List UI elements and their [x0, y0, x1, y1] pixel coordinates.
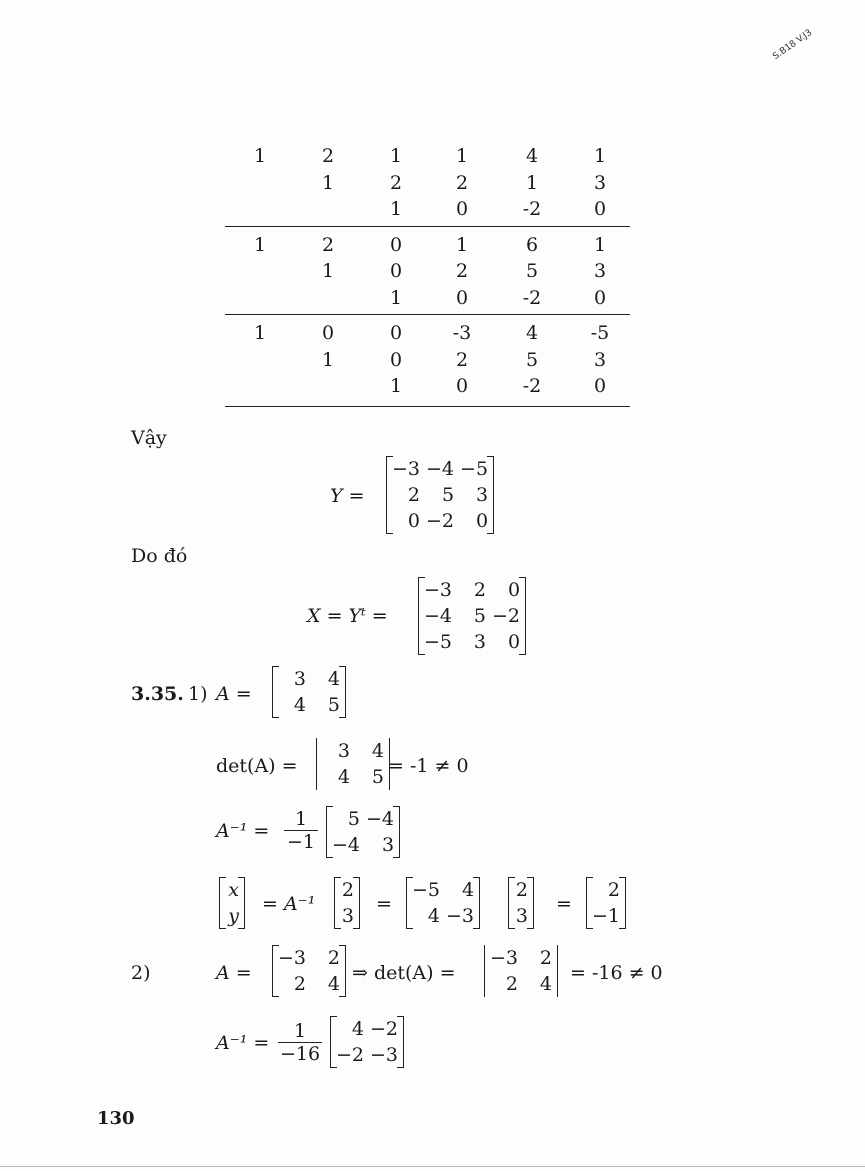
- table-cell: 0: [455, 198, 469, 220]
- table-row: [225, 285, 630, 311]
- det-a1-result: = -1 ≠ 0: [388, 755, 469, 777]
- table-cell: -3: [452, 322, 472, 344]
- matrix-entry: −2: [426, 510, 455, 532]
- matrix-entry: 3: [475, 484, 489, 506]
- table-cell: 3: [593, 348, 607, 371]
- table-separator: [225, 314, 630, 315]
- bracket-left: [406, 877, 413, 929]
- matrix-entry: 5: [371, 766, 384, 788]
- table-cell: 1: [389, 375, 403, 397]
- table-cell: 5: [525, 260, 539, 282]
- table-cell: 3: [593, 260, 607, 282]
- label-do-do: Do đó: [131, 545, 188, 567]
- table-cell: 0: [593, 286, 607, 309]
- matrix-entry: −4: [424, 605, 453, 627]
- matrix-entry: 2: [505, 973, 519, 995]
- bracket-right: [353, 877, 360, 929]
- matrix-entry: 3: [473, 631, 487, 653]
- matrix-a2: [272, 945, 346, 997]
- matrix-entry: 4: [337, 766, 350, 788]
- table-cell: -2: [522, 375, 542, 397]
- table-cell: 2: [321, 233, 335, 256]
- matrix-entry: 4: [327, 973, 341, 995]
- table-cell: 1: [389, 198, 403, 220]
- table-cell: 1: [593, 145, 607, 167]
- matrix-entry: −2: [370, 1018, 399, 1040]
- bracket-right: [397, 1016, 404, 1068]
- fraction-inverse-2: [278, 1020, 322, 1065]
- part-2-label: 2): [131, 962, 151, 984]
- matrix-entry: y: [228, 905, 239, 927]
- table-cell: 1: [253, 145, 267, 167]
- table-cell: 2: [455, 348, 469, 371]
- table-cell: 5: [525, 348, 539, 371]
- bracket-right: [339, 945, 346, 997]
- matrix-entry: 0: [507, 631, 521, 653]
- fraction-numerator: 1: [294, 808, 308, 830]
- bracket-left: [272, 945, 279, 997]
- table-cell: 1: [455, 233, 469, 256]
- eq-ainv: = A⁻¹: [262, 893, 316, 915]
- matrix-a1: [272, 666, 346, 718]
- matrix-entry: 2: [539, 947, 553, 969]
- table-separator: [225, 406, 630, 407]
- table-cell: 0: [389, 322, 403, 344]
- bracket-left: [334, 877, 341, 929]
- fraction-numerator: 1: [293, 1020, 307, 1042]
- table-row: [225, 170, 630, 196]
- matrix-entry: 3: [337, 740, 350, 762]
- bracket-left: [330, 1016, 337, 1068]
- matrix-entry: −3: [446, 905, 475, 927]
- matrix-entry: 3: [293, 668, 306, 690]
- matrix-entry: 4: [461, 879, 475, 901]
- matrix-x: [418, 577, 526, 655]
- x-label: X = Yᵗ =: [307, 605, 388, 627]
- matrix-entry: −5: [412, 879, 441, 901]
- table-cell: 1: [593, 233, 607, 256]
- matrix-entry: −3: [392, 458, 421, 480]
- a2-inverse-label: A⁻¹ =: [216, 1032, 270, 1054]
- table-cell: 1: [455, 145, 469, 167]
- table-cell: 0: [455, 286, 469, 309]
- matrix-adjugate-1: [326, 806, 400, 858]
- matrix-entry: x: [228, 879, 239, 901]
- bracket-right: [473, 877, 480, 929]
- table-row: [225, 143, 630, 169]
- table-cell: 0: [389, 348, 403, 371]
- table-cell: 1: [321, 260, 335, 282]
- matrix-entry: −3: [278, 947, 307, 969]
- bracket-right: [339, 666, 346, 718]
- matrix-entry: 4: [327, 668, 340, 690]
- vector-b: [334, 877, 360, 929]
- matrix-entry: −1: [592, 905, 621, 927]
- matrix-entry: 0: [507, 579, 521, 601]
- vector-b-repeat: [508, 877, 534, 929]
- table-row: [225, 320, 630, 346]
- bracket-left: [586, 877, 593, 929]
- table-cell: 3: [593, 171, 607, 194]
- table-cell: 1: [321, 171, 335, 194]
- matrix-entry: 4: [371, 740, 384, 762]
- det-a1-label: det(A) =: [216, 755, 298, 777]
- bracket-left: [418, 577, 425, 655]
- bracket-right: [238, 877, 245, 929]
- matrix-entry: 5: [441, 484, 455, 506]
- matrix-entry: 5: [347, 808, 361, 830]
- table-cell: 0: [593, 198, 607, 220]
- matrix-entry: 4: [351, 1018, 365, 1040]
- matrix-entry: 5: [327, 694, 340, 716]
- matrix-entry: 2: [473, 579, 487, 601]
- table-cell: 1: [525, 171, 539, 194]
- matrix-y: [386, 456, 494, 534]
- matrix-entry: −5: [424, 631, 453, 653]
- table-row: [225, 232, 630, 258]
- table-row: [225, 347, 630, 373]
- fraction-denominator: −1: [284, 830, 318, 853]
- matrix-entry: 4: [293, 694, 306, 716]
- bracket-left: [386, 456, 393, 534]
- matrix-entry: 2: [293, 973, 307, 995]
- matrix-entry: 2: [407, 484, 421, 506]
- matrix-entry: 3: [515, 905, 528, 927]
- label-vay: Vậy: [131, 427, 167, 449]
- table-cell: 0: [593, 375, 607, 397]
- matrix-entry: 0: [407, 510, 421, 532]
- table-cell: -2: [522, 286, 542, 309]
- bracket-right: [487, 456, 494, 534]
- determinant-a1: [316, 738, 390, 790]
- matrix-entry: 4: [427, 905, 441, 927]
- a1-inverse-label: A⁻¹ =: [216, 820, 270, 842]
- problem-number: 3.35.: [131, 683, 184, 705]
- table-row: [225, 373, 630, 399]
- table-cell: 2: [455, 260, 469, 282]
- library-stamp: S.B18 V.J3: [771, 27, 815, 63]
- matrix-entry: −2: [492, 605, 521, 627]
- table-cell: 2: [455, 171, 469, 194]
- equals-sign-2: =: [556, 893, 572, 915]
- bracket-right: [393, 806, 400, 858]
- matrix-entry: 4: [539, 973, 553, 995]
- table-row: [225, 196, 630, 222]
- matrix-entry: 5: [473, 605, 487, 627]
- table-cell: 1: [253, 233, 267, 256]
- table-cell: 4: [525, 322, 539, 344]
- equals-sign-1: =: [376, 893, 392, 915]
- table-cell: 0: [455, 375, 469, 397]
- page-number: 130: [97, 1108, 135, 1129]
- matrix-entry: −4: [426, 458, 455, 480]
- a1-label: A =: [216, 683, 252, 705]
- part-1-label: 1): [188, 683, 208, 705]
- bracket-right: [619, 877, 626, 929]
- matrix-entry: 3: [381, 834, 395, 856]
- vector-result: [586, 877, 626, 929]
- implies-det-label: ⇒ det(A) =: [352, 962, 456, 984]
- matrix-adjugate-2: [330, 1016, 404, 1068]
- table-cell: 0: [389, 260, 403, 282]
- vector-xy: [219, 877, 245, 929]
- bracket-right: [519, 577, 526, 655]
- table-cell: 4: [525, 145, 539, 167]
- matrix-entry: −4: [332, 834, 361, 856]
- table-cell: 1: [321, 348, 335, 371]
- determinant-bar-right: [557, 945, 558, 997]
- table-cell: 1: [389, 286, 403, 309]
- table-cell: 1: [389, 145, 403, 167]
- matrix-entry: 2: [515, 879, 528, 901]
- matrix-entry: −3: [424, 579, 453, 601]
- matrix-entry: −3: [490, 947, 519, 969]
- table-cell: -2: [522, 198, 542, 220]
- determinant-bar-left: [484, 945, 485, 997]
- page-bottom-rule: [0, 1166, 865, 1167]
- bracket-left: [508, 877, 515, 929]
- a2-label: A =: [216, 962, 252, 984]
- bracket-left: [272, 666, 279, 718]
- matrix-entry: 2: [607, 879, 621, 901]
- y-label: Y =: [330, 485, 365, 507]
- table-cell: -5: [590, 322, 610, 344]
- matrix-entry: 2: [341, 879, 354, 901]
- bracket-left: [326, 806, 333, 858]
- matrix-entry: −2: [336, 1044, 365, 1066]
- matrix-entry: 3: [341, 905, 354, 927]
- determinant-bar-left: [316, 738, 317, 790]
- table-cell: 6: [525, 233, 539, 256]
- table-cell: 0: [321, 322, 335, 344]
- determinant-a2: [484, 945, 558, 997]
- bracket-left: [219, 877, 226, 929]
- table-cell: 0: [389, 233, 403, 256]
- table-cell: 1: [253, 322, 267, 344]
- matrix-entry: −4: [366, 808, 395, 830]
- table-cell: 2: [389, 171, 403, 194]
- bracket-right: [527, 877, 534, 929]
- matrix-inverse-1: [406, 877, 480, 929]
- matrix-entry: 2: [327, 947, 341, 969]
- table-row: [225, 258, 630, 284]
- fraction-denominator: −16: [279, 1043, 321, 1065]
- table-separator: [225, 226, 630, 227]
- fraction-inverse-1: [284, 808, 318, 853]
- det-a2-result: = -16 ≠ 0: [570, 962, 663, 984]
- matrix-entry: 0: [475, 510, 489, 532]
- matrix-entry: −3: [370, 1044, 399, 1066]
- matrix-entry: −5: [460, 458, 489, 480]
- table-cell: 2: [321, 145, 335, 167]
